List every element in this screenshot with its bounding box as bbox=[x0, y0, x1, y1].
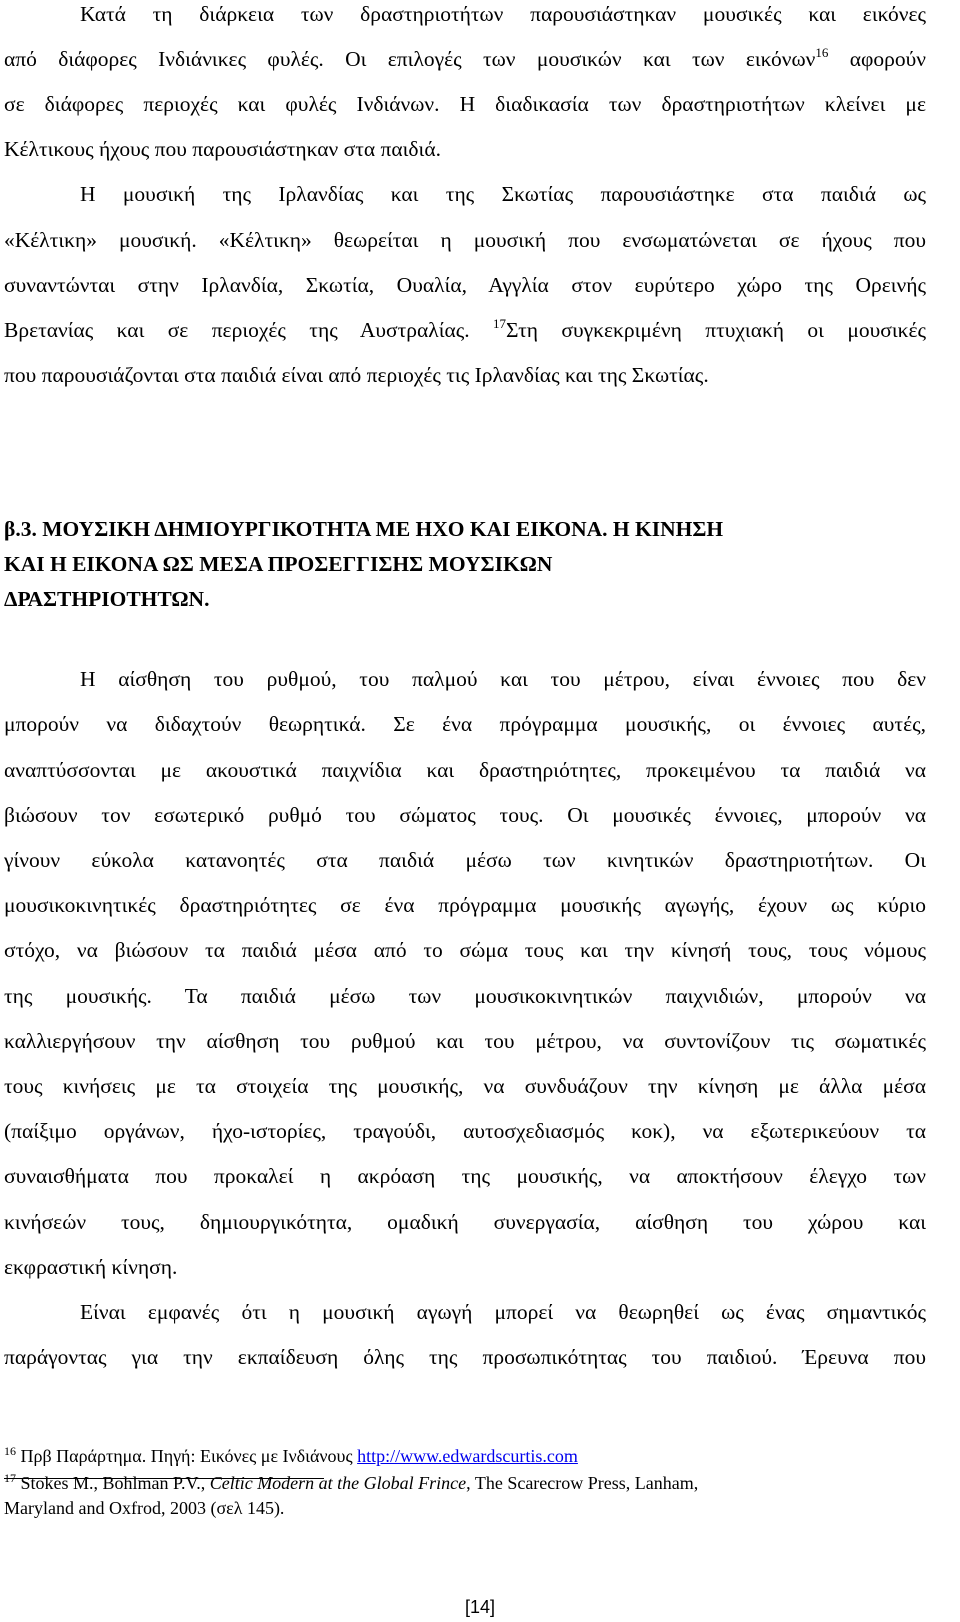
body-line: «Κέλτικη» μουσική. «Κέλτικη» θεωρείται η μουσική που ενσωματώνεται σε ήχους που bbox=[4, 228, 926, 252]
body-line: βιώσουν τον εσωτερικό ρυθμό του σώματος τους. Οι μουσικές έννοιες, μπορούν να bbox=[4, 803, 926, 827]
body-line: Κέλτικους ήχους που παρουσιάστηκαν στα παιδιά. bbox=[4, 137, 441, 161]
body-line: μουσικοκινητικές δραστηριότητες σε ένα πρόγραμμα μουσικής αγωγής, έχουν ως κύριο bbox=[4, 893, 926, 917]
body-line: καλλιεργήσουν την αίσθηση του ρυθμού και του μέτρου, να συντονίζουν τις σωματικές bbox=[4, 1029, 926, 1053]
body-line: Η αίσθηση του ρυθμού, του παλμού και του μέτρου, είναι έννοιες που δεν bbox=[80, 667, 926, 691]
body-line: της μουσικής. Τα παιδιά μέσω των μουσικοκινητικών παιχνιδιών, μπορούν να bbox=[4, 984, 926, 1008]
body-line: συναντώνται στην Ιρλανδία, Σκωτία, Ουαλία, Αγγλία στον ευρύτερο χώρο της Ορεινής bbox=[4, 273, 926, 297]
page-number: [14] bbox=[464, 1597, 496, 1617]
section-heading-line: ΚΑΙ Η ΕΙΚΟΝΑ ΩΣ ΜΕΣΑ ΠΡΟΣΕΓΓΙΣΗΣ ΜΟΥΣΙΚΩΝ bbox=[4, 552, 553, 576]
body-line: μπορούν να διδαχτούν θεωρητικά. Σε ένα πρόγραμμα μουσικής, οι έννοιες αυτές, bbox=[4, 712, 926, 736]
body-line: κινήσεών τους, δημιουργικότητα, ομαδική συνεργασία, αίσθηση του χώρου και bbox=[4, 1210, 926, 1234]
body-line: σε διάφορες περιοχές και φυλές Ινδιάνων. Η διαδικασία των δραστηριοτήτων κλείνει με bbox=[4, 92, 926, 116]
body-line: παράγοντας για την εκπαίδευση όλης της προσωπικότητας του παιδιού. Έρευνα που bbox=[4, 1345, 926, 1369]
body-line: Βρετανίας και σε περιοχές της Αυστραλίας. $^{17}$Στη συγκεκριμένη πτυχιακή οι μουσικές bbox=[4, 316, 926, 342]
body-line: Είναι εμφανές ότι η μουσική αγωγή μπορεί να θεωρηθεί ως ένας σημαντικός bbox=[80, 1300, 926, 1324]
body-line: τους κινήσεις με τα στοιχεία της μουσικής, να συνδυάζουν την κίνηση με άλλα μέσα bbox=[4, 1074, 926, 1098]
section-heading-line: β.3. ΜΟΥΣΙΚΗ ΔΗΜΙΟΥΡΓΙΚΟΤΗΤΑ ΜΕ ΗΧΟ ΚΑΙ ΕΙΚΟΝΑ. Η ΚΙΝΗΣΗ bbox=[4, 517, 724, 541]
section-heading-line: ΔΡΑΣΤΗΡΙΟΤΗΤΩΝ. bbox=[4, 587, 210, 611]
body-line: Κατά τη διάρκεια των δραστηριοτήτων παρουσιάστηκαν μουσικές και εικόνες bbox=[80, 2, 926, 26]
body-line: συναισθήματα που προκαλεί η ακρόαση της μουσικής, να αποκτήσουν έλεγχο των bbox=[4, 1164, 926, 1188]
body-line: (παίξιμο οργάνων, ήχο-ιστορίες, τραγούδι, αυτοσχεδιασμός κοκ), να εξωτερικεύουν τα bbox=[4, 1119, 926, 1143]
body-line: στόχο, να βιώσουν τα παιδιά μέσα από το σώμα τους και την κίνησή τους, τους νόμους bbox=[4, 938, 926, 962]
footnote-16: $^{16}$ Πρβ Παράρτημα. Πηγή: Εικόνες με Ινδιάνους http://www.edwardscurtis.com bbox=[4, 1444, 578, 1466]
footnote-ref-16[interactable]: 16 bbox=[815, 45, 829, 60]
footnote-ref-17[interactable]: 17 bbox=[493, 316, 507, 331]
footnote-17-continued: Maryland and Oxfrod, 2003 (σελ 145). bbox=[4, 1498, 285, 1518]
body-line: από διάφορες Ινδιάνικες φυλές. Οι επιλογές των μουσικών και των εικόνων$^{16}$ αφορούν bbox=[4, 45, 926, 71]
body-line: γίνουν εύκολα κατανοητές στα παιδιά μέσω των κινητικών δραστηριοτήτων. Οι bbox=[4, 848, 926, 872]
body-line: αναπτύσσονται με ακουστικά παιχνίδια και δραστηριότητες, προκειμένου τα παιδιά να bbox=[4, 758, 926, 782]
body-line: εκφραστική κίνηση. bbox=[4, 1255, 178, 1279]
body-line: Η μουσική της Ιρλανδίας και της Σκωτίας παρουσιάστηκε στα παιδιά ως bbox=[80, 182, 926, 206]
body-line: που παρουσιάζονται στα παιδιά είναι από περιοχές τις Ιρλανδίας και της Σκωτίας. bbox=[4, 363, 709, 387]
footnote-17: $^{17}$ Stokes M., Bohlman P.V., Celtic Modern at the Global Frince, The Scarecrow Press, Lanham, bbox=[4, 1471, 699, 1493]
footnote-link[interactable]: http://www.edwardscurtis.com bbox=[357, 1446, 578, 1466]
